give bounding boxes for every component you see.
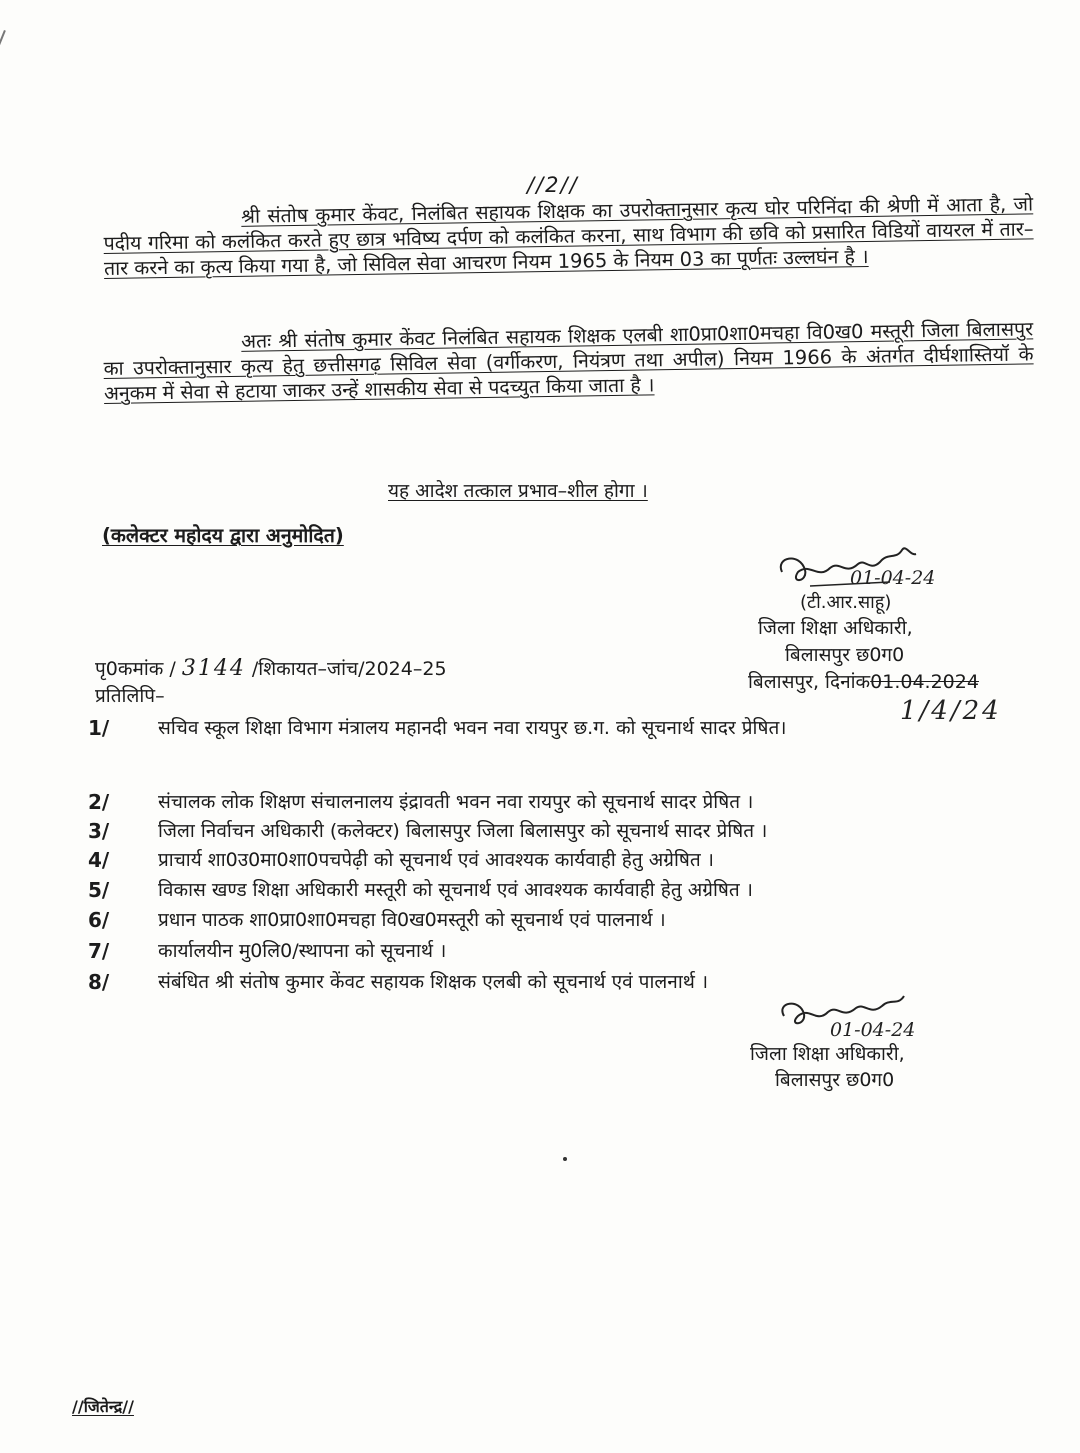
place-date (748, 668, 979, 694)
place-date-prefix: बिलासपुर, दिनांक (748, 671, 871, 693)
reference-number: 3144 (181, 656, 246, 681)
copy-item-text: संबंधित श्री संतोष कुमार केंवट सहायक शिक्षक एलबी को सूचनार्थ एवं पालनार्थ । (158, 971, 709, 993)
copy-item-text: प्रधान पाठक शा0प्रा0शा0मचहा वि0ख0मस्तूरी को सूचनार्थ एवं पालनार्थ । (158, 909, 666, 931)
copy-item-number: 7/ (88, 939, 110, 963)
reference-number-line: पृ0कमांक / 3144 /शिकायत–जांच/2024–25 (95, 656, 447, 681)
copy-item-number: 5/ (88, 878, 110, 902)
officer-office: बिलासपुर छ0ग0 (785, 644, 905, 666)
officer-signature-2 (770, 990, 960, 1045)
reference-suffix: /शिकायत–जांच/2024–25 (251, 658, 447, 680)
paragraph-dismissal-order: अतः श्री संतोष कुमार केंवट निलंबित सहायक शिक्षक एलबी शा0प्रा0शा0मचहा वि0ख0 मस्तूरी जिला बिलासपुर का उपरोक्तानुसार कृत्य हेतु छत्तीसगढ़ सिविल सेवा (वर्गीकरण, नियंत्रण तथा अपील) नियम 1966 के अंतर्गत दीर्घशास्तियॉ के अनुकम में सेवा से हटाया जाकर उन्हें शासकीय सेवा से पदच्युत किया जाता है । (103, 317, 1034, 405)
officer-title: जिला शिक्षा अधिकारी, (758, 617, 913, 639)
copy-item-number: 8/ (88, 970, 110, 994)
officer-2-title: जिला शिक्षा अधिकारी, (750, 1043, 905, 1065)
copy-item-number: 3/ (88, 819, 110, 843)
copy-item-number: 4/ (88, 848, 110, 872)
copy-item-number: 6/ (88, 908, 110, 932)
printed-date: 01.04.2024 (870, 671, 979, 693)
order-effect-line: यह आदेश तत्काल प्रभाव–शील होगा । (388, 480, 648, 502)
collector-approval-note: (कलेक्टर महोदय द्वारा अनुमोदित) (102, 524, 344, 547)
copy-item-text: प्राचार्य शा0उ0मा0शा0पचपेढ़ी को सूचनार्थ एवं आवश्यक कार्यवाही हेतु अग्रेषित । (158, 849, 714, 871)
copy-heading: प्रतिलिपि– (95, 685, 165, 707)
officer-name: (टी.आर.साहू) (800, 592, 892, 613)
signature-date-2: 01-04-24 (830, 1019, 916, 1041)
scan-edge-line (0, 30, 6, 114)
copy-item-number: 2/ (88, 790, 110, 814)
copy-item-text: संचालक लोक शिक्षण संचालनालय इंद्रावती भवन नवा रायपुर को सूचनार्थ सादर प्रेषित । (158, 791, 754, 813)
reference-prefix: पृ0कमांक (95, 658, 164, 680)
paragraph-misconduct: श्री संतोष कुमार केंवट, निलंबित सहायक शिक्षक का उपरोक्तानुसार कृत्य घोर परिनिंदा की श्रेणी में आता है, जो पदीय गरिमा को कलंकित करते हुए छात्र भविष्य दर्पण को कलंकित करना, साथ विभाग की छवि को प्रसारित विडियों वायरल में तार–तार करने का कृत्य किया गया है, जो सिविल सेवा आचरण नियम 1965 के नियम 03 का पूर्णतः उल्लघंन है । (103, 192, 1034, 280)
handwritten-date: 1/4/24 (900, 696, 1002, 726)
page-number: //2// (527, 173, 579, 197)
copy-item-text: विकास खण्ड शिक्षा अधिकारी मस्तूरी को सूचनार्थ एवं आवश्यक कार्यवाही हेतु अग्रेषित । (158, 879, 753, 901)
copy-item-text: जिला निर्वाचन अधिकारी (कलेक्टर) बिलासपुर जिला बिलासपुर को सूचनार्थ सादर प्रेषित । (158, 820, 768, 842)
footer-initials: //जितेन्द्र// (72, 1397, 134, 1416)
copy-item-text: सचिव स्कूल शिक्षा विभाग मंत्रालय महानदी भवन नवा रायपुर छ.ग. को सूचनार्थ सादर प्रेषित। (158, 717, 787, 739)
copy-item-text: कार्यालयीन मु0लि0/स्थापना को सूचनार्थ । (158, 940, 447, 962)
copy-item-number: 1/ (88, 716, 110, 740)
signature-date-1: 01-04-24 (850, 567, 936, 589)
scan-speck (563, 1157, 567, 1161)
officer-2-office: बिलासपुर छ0ग0 (775, 1069, 895, 1091)
